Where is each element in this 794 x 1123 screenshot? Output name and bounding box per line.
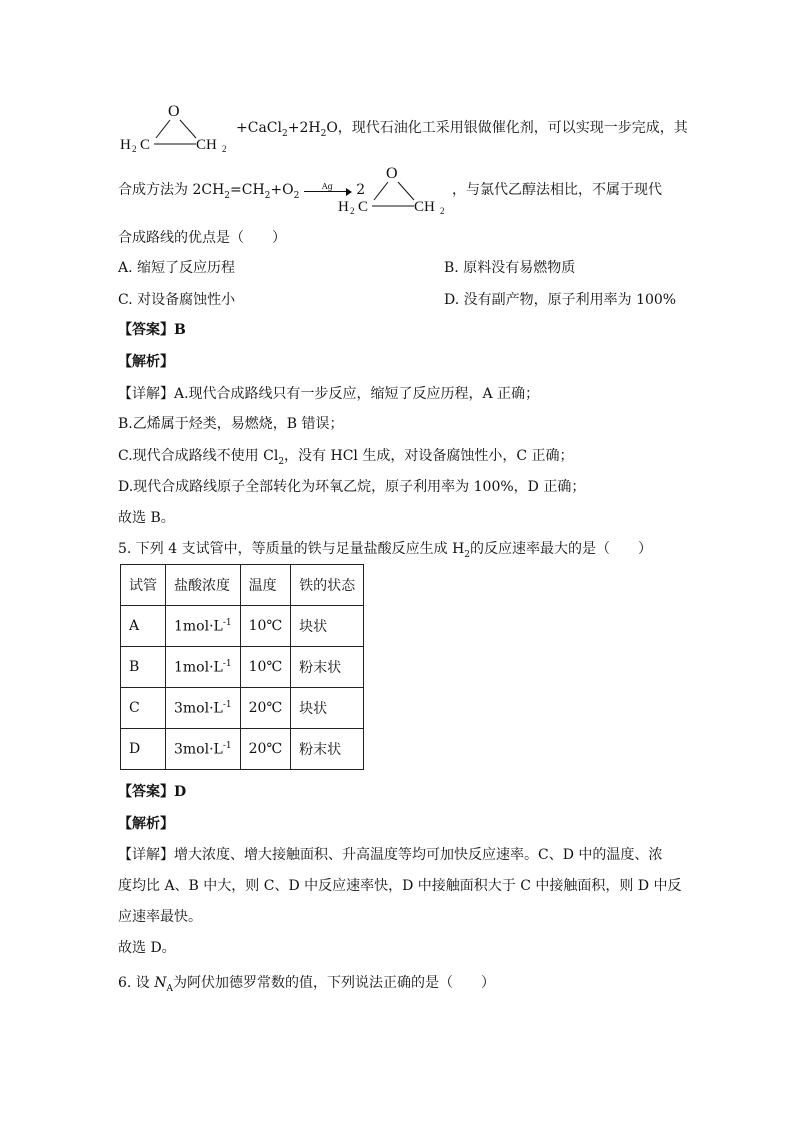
q4-detail-4: D.现代合成路线原子全部转化为环氧乙烷，原子利用率为 100%，D 正确； bbox=[118, 479, 586, 495]
oxygen-label: O bbox=[168, 103, 180, 120]
q4-synthesis-line: 合成方法为 $2CH_2=CH_2+O_2$ Ag 2 bbox=[118, 180, 365, 206]
temperature-cell: 10℃ bbox=[240, 606, 290, 647]
q5-analysis-label: 【解析】 bbox=[118, 816, 174, 832]
svg-text:O: O bbox=[386, 165, 398, 182]
epoxide-structure-2 bbox=[336, 160, 454, 218]
table-header-cell: 铁的状态 bbox=[291, 565, 364, 606]
q4-detail-2: B.乙烯属于烃类，易燃烧，B 错误； bbox=[118, 416, 344, 432]
right-ch-label: CH bbox=[196, 137, 217, 153]
state-cell: 块状 bbox=[291, 688, 364, 729]
table-row bbox=[121, 647, 364, 688]
table-header-cell: 温度 bbox=[240, 565, 290, 606]
q4-detail-3: C.现代合成路线不使用 $Cl_2$，没有 HCl 生成，对设备腐蚀性小，C 正确； bbox=[118, 448, 574, 467]
svg-text:CH: CH bbox=[414, 199, 435, 215]
tube-cell: C bbox=[121, 688, 166, 729]
concentration-cell: $3mol\cdot L^{-1}$ bbox=[166, 729, 241, 770]
svg-text:2: 2 bbox=[440, 206, 445, 216]
q4-reaction-line: $+CaCl_2+2H_2O$，现代石油化工采用银做催化剂，可以实现一步完成，其 bbox=[236, 120, 688, 139]
temperature-cell: 20℃ bbox=[240, 688, 290, 729]
epoxide-structure-1 bbox=[118, 98, 236, 156]
concentration-cell: $3mol\cdot L^{-1}$ bbox=[166, 688, 241, 729]
q5-table bbox=[120, 564, 364, 770]
concentration-cell: $1mol\cdot L^{-1}$ bbox=[166, 606, 241, 647]
q4-synthesis-tail: ，与氯代乙醇法相比，不属于现代 bbox=[452, 182, 662, 198]
q4-analysis-label: 【解析】 bbox=[118, 354, 174, 370]
q6-stem: 6. 设 $N_A$为阿伏加德罗常数的值，下列说法正确的是（ ） bbox=[118, 975, 496, 994]
table-header-cell: 盐酸浓度 bbox=[166, 565, 241, 606]
svg-text:C: C bbox=[358, 199, 369, 215]
left-c-label: C bbox=[140, 137, 151, 153]
q5-detail-1: 【详解】增大浓度、增大接触面积、升高温度等均可加快反应速率。C、D 中的温度、浓 bbox=[118, 847, 663, 863]
temperature-cell: 20℃ bbox=[240, 729, 290, 770]
q5-detail-3: 应速率最快。 bbox=[118, 909, 202, 925]
q4-answer: 【答案】B bbox=[118, 322, 186, 338]
q4-option-a: A. 缩短了反应历程 bbox=[118, 260, 236, 276]
q4-option-d: D. 没有副产物，原子利用率为 100% bbox=[444, 292, 677, 308]
q5-answer: 【答案】D bbox=[118, 784, 187, 800]
catalyst-label: Ag bbox=[321, 182, 333, 191]
svg-text:H: H bbox=[338, 199, 349, 215]
q5-detail-2: 度均比 A、B 中大，则 C、D 中反应速率快，D 中接触面积大于 C 中接触面积，则 D 中反 bbox=[118, 878, 682, 894]
q4-detail-1: 【详解】A.现代合成路线只有一步反应，缩短了反应历程，A 正确； bbox=[118, 386, 540, 402]
table-header-cell: 试管 bbox=[121, 565, 166, 606]
table-row bbox=[121, 729, 364, 770]
table-row bbox=[121, 606, 364, 647]
table-row bbox=[121, 688, 364, 729]
q4-conclusion: 故选 B。 bbox=[118, 510, 175, 526]
q4-option-b: B. 原料没有易燃物质 bbox=[444, 260, 576, 276]
temperature-cell: 10℃ bbox=[240, 647, 290, 688]
state-cell: 粉末状 bbox=[291, 647, 364, 688]
left-h-sub: 2 bbox=[132, 144, 137, 154]
left-h-label: H bbox=[120, 137, 131, 153]
state-cell: 块状 bbox=[291, 606, 364, 647]
q5-stem: 5. 下列 4 支试管中，等质量的铁与足量盐酸反应生成 $H_2$的反应速率最大的是（ ） bbox=[118, 541, 653, 560]
q4-option-c: C. 对设备腐蚀性小 bbox=[118, 292, 236, 308]
q4-stem-end: 合成路线的优点是（ ） bbox=[118, 230, 286, 246]
concentration-cell: $1mol\cdot L^{-1}$ bbox=[166, 647, 241, 688]
right-ch-sub: 2 bbox=[222, 144, 227, 154]
tube-cell: B bbox=[121, 647, 166, 688]
svg-text:2: 2 bbox=[350, 206, 355, 216]
tube-cell: D bbox=[121, 729, 166, 770]
state-cell: 粉末状 bbox=[291, 729, 364, 770]
tube-cell: A bbox=[121, 606, 166, 647]
table-header-row bbox=[121, 565, 364, 606]
q5-conclusion: 故选 D。 bbox=[118, 940, 176, 956]
